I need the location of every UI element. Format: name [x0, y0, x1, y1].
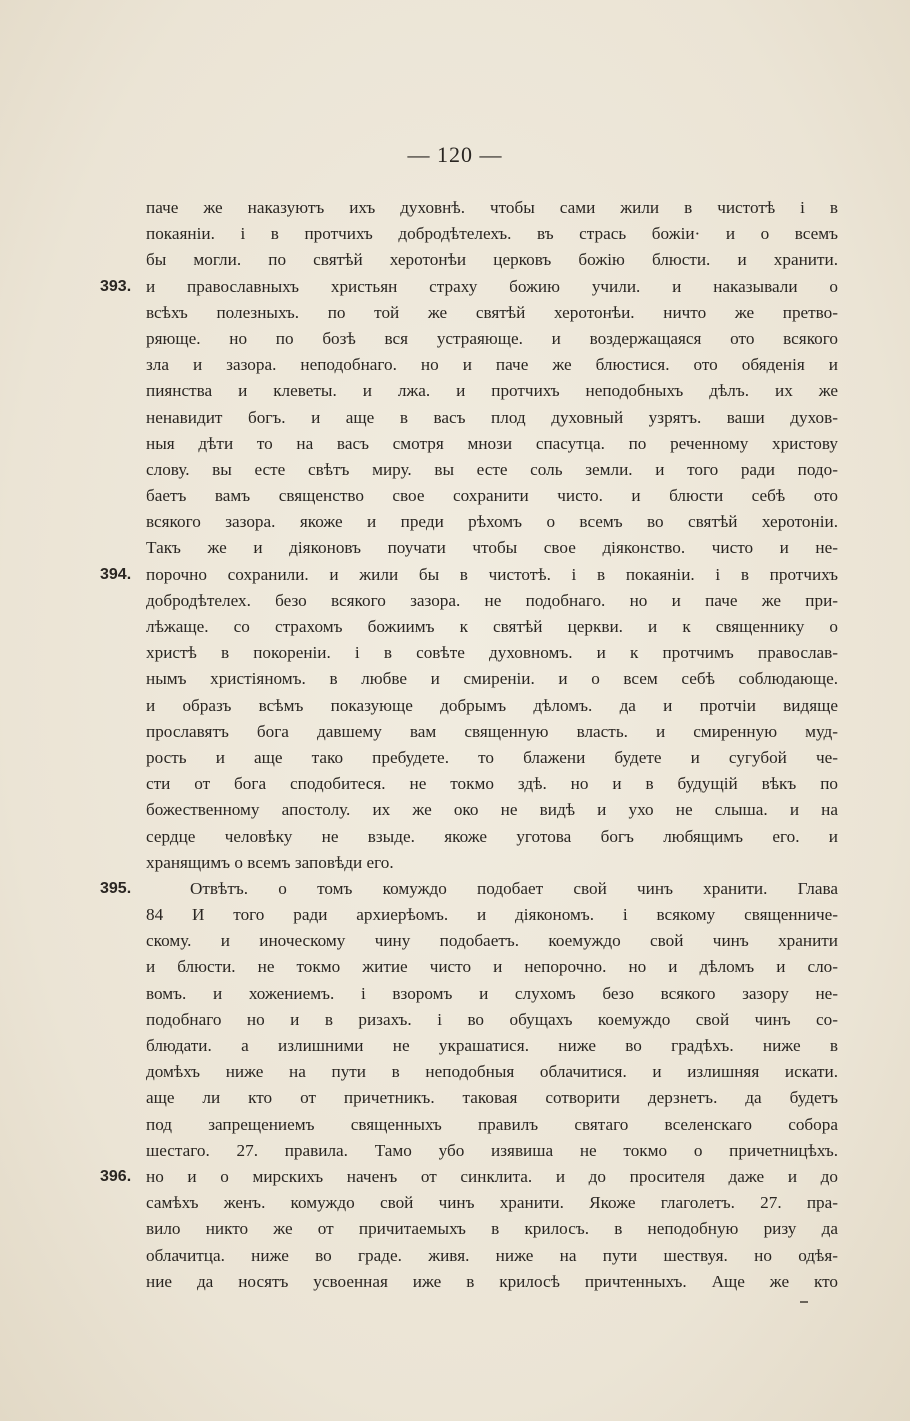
- text-line: паче же наказуютъ ихъ духовнѣ. чтобы сами жили в чистотѣ і в: [146, 198, 838, 217]
- paragraph-number: 394.: [100, 565, 132, 583]
- text-line: аще ли кто от причетникъ. таковая сотворити дерзнетъ. да будетъ: [146, 1088, 838, 1108]
- paragraph-number: 396.: [100, 1168, 132, 1186]
- text-line: скому. и иноческому чину подобаетъ. коемуждо свой чинъ хранити: [146, 931, 838, 951]
- text-line: хранящимъ о всемъ заповѣди его.: [146, 852, 394, 872]
- text-line: порочно сохранили. и жили бы в чистотѣ. і в покаяніи. і в протчихъ: [146, 564, 838, 584]
- text-line: Такъ же и діяконовъ поучати чтобы свое діяконство. чисто и не-: [146, 538, 838, 558]
- text-line: всѣхъ полезныхъ. по той же святѣй херотонѣи. ничто же претво-: [146, 302, 838, 322]
- text-line: ряюще. но по бозѣ вся устраяюще. и воздержащаяся ото всякого: [146, 328, 838, 348]
- text-line: и образъ всѣмъ показующе добрымъ дѣломъ. да и протчіи видяще: [146, 695, 838, 715]
- text-line: божественному апостолу. их же око не видѣ и ухо не слыша. и на: [146, 800, 838, 820]
- text-line: и православныхъ христьян страху божию учили. и наказывали о: [146, 276, 838, 296]
- text-line: лѣжаще. со страхомъ божиимъ к святѣй церкви. и к священнику о: [146, 617, 838, 636]
- text-line: добродѣтелех. безо всякого зазора. не подобнаго. но и паче же при-: [146, 590, 838, 610]
- text-line: подобнаго но и в ризахъ. і во обущахъ коемуждо свой чинъ со-: [146, 1009, 838, 1029]
- text-line: сердце человѣку не взыде. якоже уготова богъ любящимъ его. и: [146, 826, 838, 846]
- text-line: и блюсти. не токмо житие чисто и непорочно. но и дѣломъ и сло-: [146, 957, 838, 977]
- text-line: ненавидит богъ. и аще в васъ плод духовный узрятъ. ваши духов-: [146, 407, 838, 427]
- text-line: ние да носятъ усвоенная иже в крилосѣ причтенныхъ. Аще же кто: [146, 1271, 838, 1291]
- text-line: всякого зазора. якоже и преди рѣхомъ о всемъ во святѣй херотоніи.: [146, 512, 838, 532]
- text-line: бы могли. по святѣй херотонѣи церковъ божію блюсти. и хранити.: [146, 250, 838, 270]
- text-line: пиянства и клеветы. и лжа. и протчихъ неподобныхъ дѣлъ. их же: [146, 381, 838, 401]
- text-line: самѣхъ женъ. комуждо свой чинъ хранити. Якоже глаголетъ. 27. пра-: [146, 1193, 838, 1213]
- text-line: сти от бога сподобитеся. не токмо здѣ. но и в будущій вѣкъ по: [146, 774, 838, 794]
- text-line: блюдати. а излишними не украшатися. ниже во градѣхъ. ниже в: [146, 1036, 838, 1055]
- text-line: зла и зазора. неподобнаго. но и паче же блюстися. ото обяденія и: [146, 355, 838, 375]
- paragraph-number: 393.: [100, 277, 132, 295]
- text-line: христѣ в покореніи. і в совѣте духовномъ. и к протчимъ православ-: [146, 643, 838, 663]
- paragraph-number: 395.: [100, 880, 132, 898]
- text-line: рость и аще тако пребудете. то блажени будете и сугубой че-: [146, 747, 838, 767]
- text-line: под запрещениемъ священныхъ правилъ святаго вселенскаго собора: [146, 1114, 838, 1134]
- body-text: [146, 195, 838, 1295]
- text-line: вомъ. и хожениемъ. і взоромъ и слухомъ безо всякого зазору не-: [146, 983, 838, 1003]
- text-line: нымъ христіяномъ. в любве и смиреніи. и о всем себѣ соблюдающе.: [146, 669, 838, 689]
- text-line: Отвѣтъ. о томъ комуждо подобает свой чинъ хранити. Глава: [190, 878, 838, 898]
- text-line: прославятъ бога давшему вам священную власть. и смиренную муд-: [146, 721, 838, 741]
- text-line: но и о мирскихъ наченъ от синклита. и до просителя даже и до: [146, 1166, 838, 1186]
- text-line: ныя дѣти то на васъ смотря мнози спасутца. по реченному христову: [146, 433, 838, 453]
- text-line: вило никто же от причитаемыхъ в крилосъ. в неподобную ризу да: [146, 1219, 838, 1239]
- text-line: шестаго. 27. правила. Тамо убо изявиша не токмо о причетницѣхъ.: [146, 1140, 838, 1160]
- text-line: 84 И того ради архиерѣомъ. и діякономъ. і всякому священниче-: [146, 905, 838, 925]
- ink-mark: [800, 1301, 808, 1303]
- page-number: — 120 —: [407, 142, 503, 167]
- text-line: покаяніи. і в протчихъ добродѣтелехъ. въ стрась божіи· и о всемъ: [146, 224, 838, 244]
- text-line: слову. вы есте свѣтъ миру. вы есте соль земли. и того ради подо-: [146, 459, 838, 479]
- text-line: облачитца. ниже во граде. живя. ниже на пути шествуя. но одѣя-: [146, 1245, 838, 1265]
- text-line: баетъ вамъ священство свое сохранити чисто. и блюсти себѣ ото: [146, 486, 838, 506]
- text-line: домѣхъ ниже на пути в неподобныя облачитися. и излишняя искати.: [146, 1062, 838, 1082]
